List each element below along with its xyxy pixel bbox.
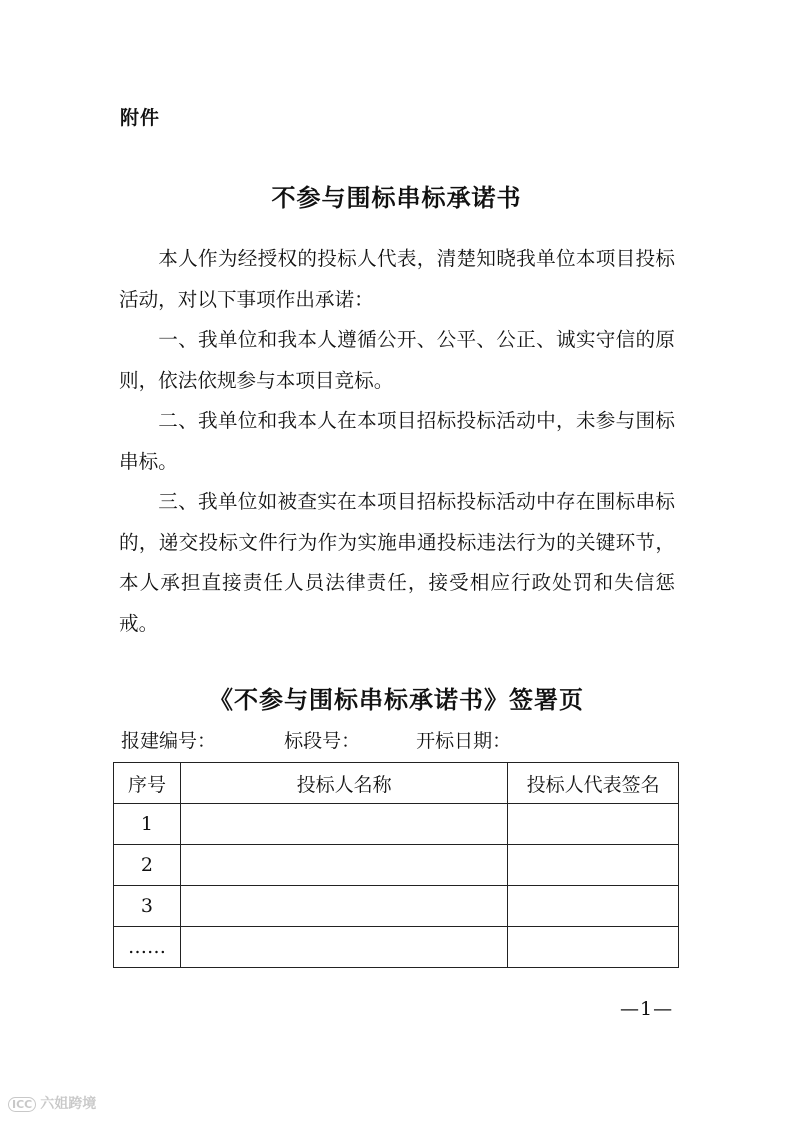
page-number: —1— (620, 998, 674, 1020)
table-header-row (114, 763, 679, 804)
signature-cell[interactable] (508, 804, 679, 845)
header-representative-signature: 投标人代表签名 (508, 763, 679, 804)
signature-meta-row (121, 726, 511, 753)
row-serial: 3 (114, 886, 181, 927)
signature-cell[interactable] (508, 845, 679, 886)
paragraph-commitment-1: 一、我单位和我本人遵循公开、公平、公正、诚实守信的原则，依法依规参与本项目竞标。 (119, 328, 675, 392)
table-row (114, 927, 679, 968)
document-title: 不参与围标串标承诺书 (271, 184, 522, 212)
paragraph-commitment-2: 二、我单位和我本人在本项目招标投标活动中，未参与围标串标。 (119, 409, 675, 473)
watermark-logo-icon: ICC (8, 1097, 36, 1112)
signature-table (113, 762, 679, 968)
attachment-label: 附件 (120, 107, 161, 129)
watermark-text: 六姐跨境 (40, 1096, 97, 1112)
opening-date-label: 开标日期： (416, 730, 512, 752)
signature-page-title: 《不参与围标串标承诺书》签署页 (209, 686, 584, 714)
bidder-name-cell[interactable] (180, 927, 507, 968)
row-serial: 2 (114, 845, 181, 886)
document-body (119, 239, 675, 644)
table-row (114, 886, 679, 927)
row-serial: 1 (114, 804, 181, 845)
header-bidder-name: 投标人名称 (180, 763, 507, 804)
section-no-label: 标段号： (284, 730, 361, 752)
header-serial: 序号 (114, 763, 181, 804)
row-serial: …… (114, 927, 181, 968)
watermark (8, 1093, 96, 1113)
table-row (114, 804, 679, 845)
bidder-name-cell[interactable] (180, 845, 507, 886)
signature-cell[interactable] (508, 927, 679, 968)
table-row (114, 845, 679, 886)
bidder-name-cell[interactable] (180, 804, 507, 845)
bidder-name-cell[interactable] (180, 886, 507, 927)
project-no-label: 报建编号： (121, 730, 217, 752)
signature-cell[interactable] (508, 886, 679, 927)
paragraph-intro: 本人作为经授权的投标人代表，清楚知晓我单位本项目投标活动，对以下事项作出承诺： (119, 247, 675, 311)
paragraph-commitment-3: 三、我单位如被查实在本项目招标投标活动中存在围标串标的，递交投标文件行为作为实施串通投标违法行为的关键环节，本人承担直接责任人员法律责任，接受相应行政处罚和失信惩戒。 (119, 490, 675, 635)
